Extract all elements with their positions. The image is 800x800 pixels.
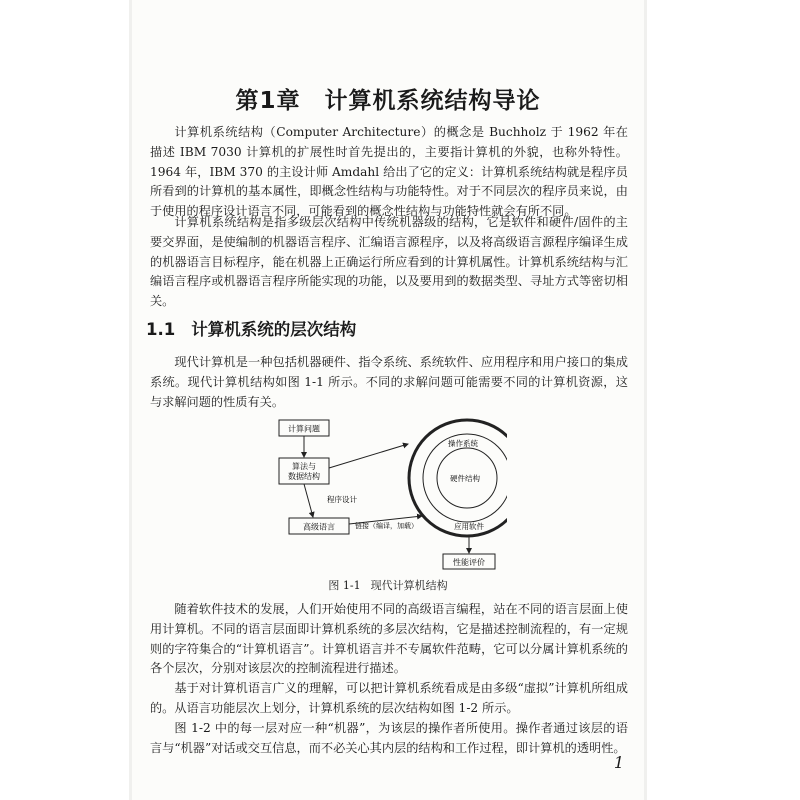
link-label: 链接（编译，加载）	[355, 522, 418, 530]
caption-text: 现代计算机结构	[370, 579, 448, 592]
hw-label: 硬件结构	[450, 474, 480, 483]
problem-label: 计算问题	[288, 424, 320, 434]
perf-label: 性能评价	[453, 558, 485, 567]
page-number: 1	[613, 753, 624, 772]
arrow-algo-to-circle	[329, 444, 408, 468]
paragraph-text: 现代计算机是一种包括机器硬件、指令系统、系统软件、应用程序和用户接口的集成系统。现代计算机结构如图 1-1 所示。不同的求解问题可能需要不同的计算机资源，这与求解问题的性质有关。	[150, 355, 628, 409]
section-title: 计算机系统的层次结构	[191, 320, 357, 339]
arrow-algo-to-hll	[304, 484, 313, 517]
paragraph-text: 图 1-2 中的每一层对应一种“机器”，为该层的操作者所使用。操作者通过该层的语言与“机器”对话或交互信息，而不必关心其内层的结构和工作过程，即计算机的透明性。	[150, 720, 628, 755]
section-paragraph-1	[150, 353, 628, 412]
intro-paragraph-2	[150, 213, 628, 312]
chapter-title: 第1章 计算机系统结构导论	[235, 88, 541, 114]
figure-caption	[132, 577, 644, 593]
paragraph-text: 计算机系统结构是指多级层次结构中传统机器级的结构，它是软件和硬件/固件的主要交界面，是使编制的机器语言程序、汇编语言源程序，以及将高级语言源程序编译生成的机器语言目标程序，能在机器上正确运行所应看到的计算机属性。计算机系统结构与汇编语言程序或机器语言程序所能实现的功能，以及要用到的数据类型、寻址方式等密切相关。	[150, 215, 628, 309]
algo-label-1: 算法与	[292, 462, 316, 471]
programming-label: 程序设计	[327, 495, 357, 504]
paragraph-text: 计算机系统结构（Computer Architecture）的概念是 Buchholz 于 1962 年在描述 IBM 7030 计算机的扩展性时首先提出的，主要指计算机的外貌，也称外特性。1964 年，IBM 370 的主设计师 Amdahl 给出了它的定义：计算机系统结构就是程序员所看到的计算机的基本属性，即概念性结构与功能特性。对于不同层次的程序员来说，由于使用的程序设计语言不同，可能看到的概念性结构与功能特性就会有所不同。	[150, 125, 628, 219]
paragraph-text: 基于对计算机语言广义的理解，可以把计算机系统看成是由多级“虚拟”计算机所组成的。从语言功能层次上划分，计算机系统的层次结构如图 1-2 所示。	[150, 681, 628, 715]
section-heading	[146, 316, 356, 340]
intro-paragraph-1	[150, 123, 628, 222]
hll-label: 高级语言	[303, 522, 335, 532]
book-page	[132, 0, 644, 800]
caption-number: 图 1-1	[328, 579, 361, 592]
algo-label-2: 数据结构	[288, 472, 320, 481]
section-number: 1.1	[146, 320, 176, 339]
app-label: 应用软件	[454, 522, 484, 531]
later-paragraphs	[150, 600, 628, 758]
os-label: 操作系统	[448, 439, 478, 448]
figure-1-1-diagram	[247, 416, 507, 572]
paragraph-text: 随着软件技术的发展，人们开始使用不同的高级语言编程，站在不同的语言层面上使用计算机。不同的语言层面即计算机系统的多层次结构，它是描述控制流程的，有一定规则的字符集合的“计算机语言”。计算机语言并不专属软件范畴，它可以分属计算机系统的各个层次，分别对该层次的控制流程进行描述。	[150, 602, 628, 676]
